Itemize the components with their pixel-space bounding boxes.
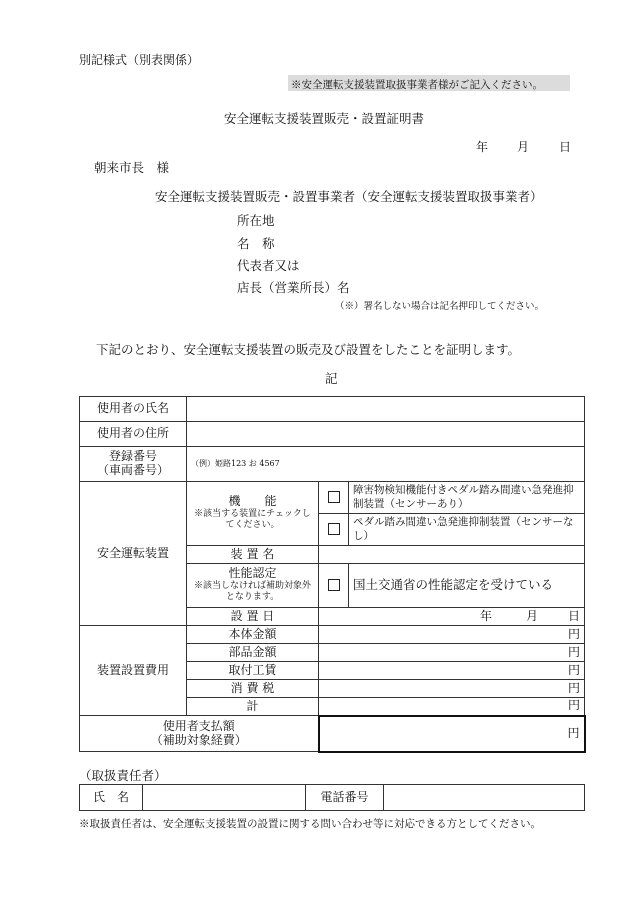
install-date-field[interactable] [319, 608, 585, 626]
ki-label: 記 [325, 371, 338, 386]
option-2-checkbox[interactable] [328, 523, 340, 535]
tax-yen: 円 [567, 680, 580, 695]
labor-yen: 円 [567, 662, 580, 677]
function-label-cell [187, 482, 319, 546]
user-address-field[interactable] [187, 422, 585, 447]
date-year: 年 [476, 140, 489, 154]
user-name-label: 使用者の氏名 [80, 397, 187, 422]
labor-label: 取付工賃 [187, 662, 319, 680]
cost-group-label: 装置設置費用 [80, 626, 187, 716]
total-field[interactable] [319, 698, 585, 716]
install-month: 月 [525, 608, 538, 623]
addressee: 朝来市長 様 [94, 160, 170, 175]
name-label: 名 称 [237, 236, 275, 251]
cert-label-cell [187, 564, 319, 608]
cert-label: 性能認定 [228, 565, 277, 580]
registration-field[interactable] [187, 447, 585, 482]
date-month: 月 [517, 140, 530, 154]
install-date-label: 設 置 日 [187, 608, 319, 626]
option-2-label: ペダル踏み間違い急発進抑制装置（センサーなし） [349, 514, 585, 546]
date-day: 日 [559, 140, 572, 154]
handler-heading: （取扱責任者） [79, 768, 167, 783]
issuer-heading: 安全運転支援装置販売・設置事業者（安全運転支援装置取扱事業者） [155, 189, 543, 204]
seal-note: （※）署名しない場合は記名押印してください。 [335, 301, 545, 312]
handler-phone-label: 電話番号 [306, 785, 384, 811]
handler-table [79, 784, 585, 811]
parts-price-label: 部品金額 [187, 644, 319, 662]
total-yen: 円 [567, 698, 580, 713]
registration-label-line1: 登録番号 [108, 449, 157, 464]
option-1-checkbox[interactable] [328, 491, 340, 503]
registration-label-line2: （車両番号） [96, 463, 169, 477]
device-group-label: 安全運転装置 [80, 482, 187, 626]
body-price-field[interactable] [319, 626, 585, 644]
tax-field[interactable] [319, 680, 585, 698]
body-price-label: 本体金額 [187, 626, 319, 644]
cert-option-label: 国土交通省の性能認定を受けている [349, 564, 585, 608]
representative-label-1: 代表者又は [237, 258, 300, 273]
registration-example: （例）姫路123 お 4567 [191, 459, 280, 469]
cert-checkbox-cell[interactable] [319, 564, 349, 608]
parts-price-field[interactable] [319, 644, 585, 662]
registration-label [80, 447, 187, 482]
certificate-table [79, 396, 586, 753]
user-name-field[interactable] [187, 397, 585, 422]
device-name-label: 装 置 名 [187, 546, 319, 564]
option-1-checkbox-cell[interactable] [319, 482, 349, 514]
parts-price-yen: 円 [567, 644, 580, 659]
payment-label-line1: 使用者支払額 [162, 718, 235, 733]
option-2-checkbox-cell[interactable] [319, 514, 349, 546]
handler-name-label: 氏 名 [80, 785, 143, 811]
cert-note: ※該当しなければ補助対象外となります。 [193, 580, 311, 603]
device-name-field[interactable] [319, 546, 585, 564]
handler-phone-field[interactable] [384, 785, 585, 811]
function-label: 機 能 [228, 493, 277, 508]
payment-label [80, 716, 319, 752]
address-label: 所在地 [237, 213, 275, 228]
handler-name-field[interactable] [143, 785, 306, 811]
function-note: ※該当する装置にチェックしてください。 [194, 508, 311, 531]
handler-footnote: ※取扱責任者は、安全運転支援装置の設置に関する問い合わせ等に対応できる方としてください。 [79, 818, 541, 830]
labor-field[interactable] [319, 662, 585, 680]
representative-label-2: 店長（営業所長）名 [237, 280, 350, 295]
fill-note: ※安全運転支援装置取扱事業者様がご記入ください。 [291, 79, 543, 91]
cert-checkbox[interactable] [328, 579, 340, 591]
install-year: 年 [479, 608, 492, 623]
total-label: 計 [187, 698, 319, 716]
option-1-label: 障害物検知機能付きペダル踏み間違い急発進抑制装置（センサーあり） [349, 482, 585, 514]
payment-field[interactable] [319, 716, 585, 752]
page-title: 安全運転支援装置販売・設置証明書 [224, 111, 425, 126]
payment-yen: 円 [567, 725, 580, 740]
payment-label-line2: （補助対象経費） [150, 732, 247, 747]
tax-label: 消 費 税 [187, 680, 319, 698]
form-label: 別記様式（別表関係） [79, 53, 200, 67]
install-day: 日 [567, 608, 580, 623]
user-address-label: 使用者の住所 [80, 422, 187, 447]
statement: 下記のとおり、安全運転支援装置の販売及び設置をしたことを証明します。 [96, 342, 521, 357]
body-price-yen: 円 [567, 626, 580, 641]
